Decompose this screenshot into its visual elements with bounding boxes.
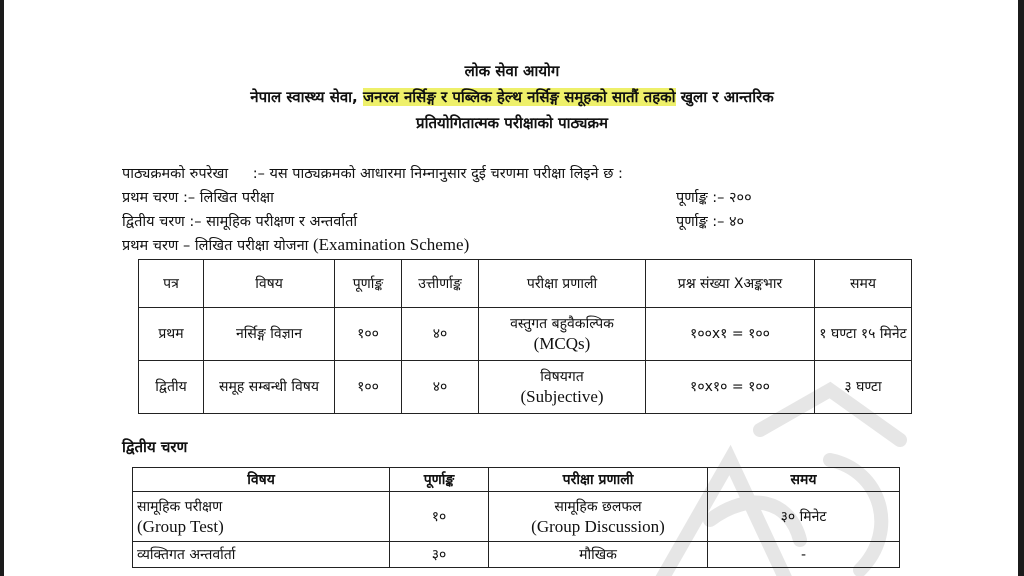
scheme-title — [122, 235, 469, 255]
stage2-marks: पूर्णाङ्क :– ४० — [676, 214, 745, 230]
service-title-pre: नेपाल स्वास्थ्य सेवा, — [250, 88, 363, 106]
highlighted-text: जनरल नर्सिङ्ग र पब्लिक हेल्थ नर्सिङ्ग समूहको सातौं तहको — [362, 88, 676, 106]
col-header: पूर्णाङ्क — [390, 468, 489, 492]
cell-time: - — [708, 542, 900, 568]
cell-subject — [133, 492, 390, 542]
subject-en: (Group Test) — [137, 516, 224, 536]
outline-intro — [122, 163, 623, 183]
method-en: (MCQs) — [533, 334, 591, 353]
cell-questions: १०x१० = १०० — [646, 361, 815, 414]
table-row — [133, 542, 900, 568]
cell-full-marks: १० — [390, 492, 489, 542]
table-header-row — [139, 260, 912, 308]
cell-method — [479, 308, 646, 361]
col-header: पूर्णाङ्क — [335, 260, 402, 308]
outline-intro-text: :– यस पाठ्यक्रमको आधारमा निम्नानुसार दुई चरणमा परीक्षा लिइने छ : — [252, 166, 623, 182]
table-row — [139, 308, 912, 361]
service-title-post: खुला र आन्तरिक — [675, 88, 774, 106]
col-header: विषय — [133, 468, 390, 492]
outline-intro-label: पाठ्यक्रमको रुपरेखा — [122, 166, 229, 182]
syllabus-title: प्रतियोगितात्मक परीक्षाको पाठ्यक्रम — [416, 114, 608, 132]
cell-time: ३० मिनेट — [708, 492, 900, 542]
cell-paper: द्वितीय — [139, 361, 204, 414]
cell-full-marks: ३० — [390, 542, 489, 568]
table-row — [133, 492, 900, 542]
service-title — [0, 84, 1024, 110]
table-row — [139, 361, 912, 414]
cell-pass-marks: ४० — [402, 361, 479, 414]
interview-table — [132, 467, 900, 568]
stage2-label: द्वितीय चरण :– सामूहिक परीक्षण र अन्तर्वार्ता — [122, 214, 358, 230]
cell-time: ३ घण्टा — [815, 361, 912, 414]
cell-subject: नर्सिङ्ग विज्ञान — [204, 308, 335, 361]
cell-method — [479, 361, 646, 414]
cell-time: १ घण्टा १५ मिनेट — [815, 308, 912, 361]
cell-paper: प्रथम — [139, 308, 204, 361]
cell-subject: समूह सम्बन्धी विषय — [204, 361, 335, 414]
col-header: उत्तीर्णाङ्क — [402, 260, 479, 308]
stage1-marks: पूर्णाङ्क :– २०० — [676, 190, 752, 206]
cell-method: मौखिक — [489, 542, 708, 568]
cell-pass-marks: ४० — [402, 308, 479, 361]
cell-subject: व्यक्तिगत अन्तर्वार्ता — [133, 542, 390, 568]
cell-full-marks: १०० — [335, 308, 402, 361]
method-np: विषयगत — [540, 369, 584, 385]
col-header: परीक्षा प्रणाली — [479, 260, 646, 308]
cell-questions: १००x१ = १०० — [646, 308, 815, 361]
col-header: विषय — [204, 260, 335, 308]
document-header — [0, 58, 1024, 136]
col-header: समय — [815, 260, 912, 308]
col-header: पत्र — [139, 260, 204, 308]
written-exam-table — [138, 259, 912, 414]
method-en: (Subjective) — [520, 387, 604, 406]
cell-method — [489, 492, 708, 542]
col-header: समय — [708, 468, 900, 492]
method-np: वस्तुगत बहुवैकल्पिक — [510, 316, 614, 332]
stage1-label: प्रथम चरण :– लिखित परीक्षा — [122, 190, 274, 206]
cell-full-marks: १०० — [335, 361, 402, 414]
col-header: प्रश्न संख्या Xअङ्कभार — [646, 260, 815, 308]
commission-title: लोक सेवा आयोग — [464, 62, 560, 80]
col-header: परीक्षा प्रणाली — [489, 468, 708, 492]
stage2-title: द्वितीय चरण — [122, 438, 188, 456]
table-header-row — [133, 468, 900, 492]
method-en: (Group Discussion) — [531, 516, 665, 536]
method-np: सामूहिक छलफल — [554, 498, 642, 515]
scheme-title-en: (Examination Scheme) — [312, 235, 470, 254]
scheme-title-np: प्रथम चरण – लिखित परीक्षा योजना — [122, 238, 309, 254]
subject-np: सामूहिक परीक्षण — [137, 498, 223, 515]
